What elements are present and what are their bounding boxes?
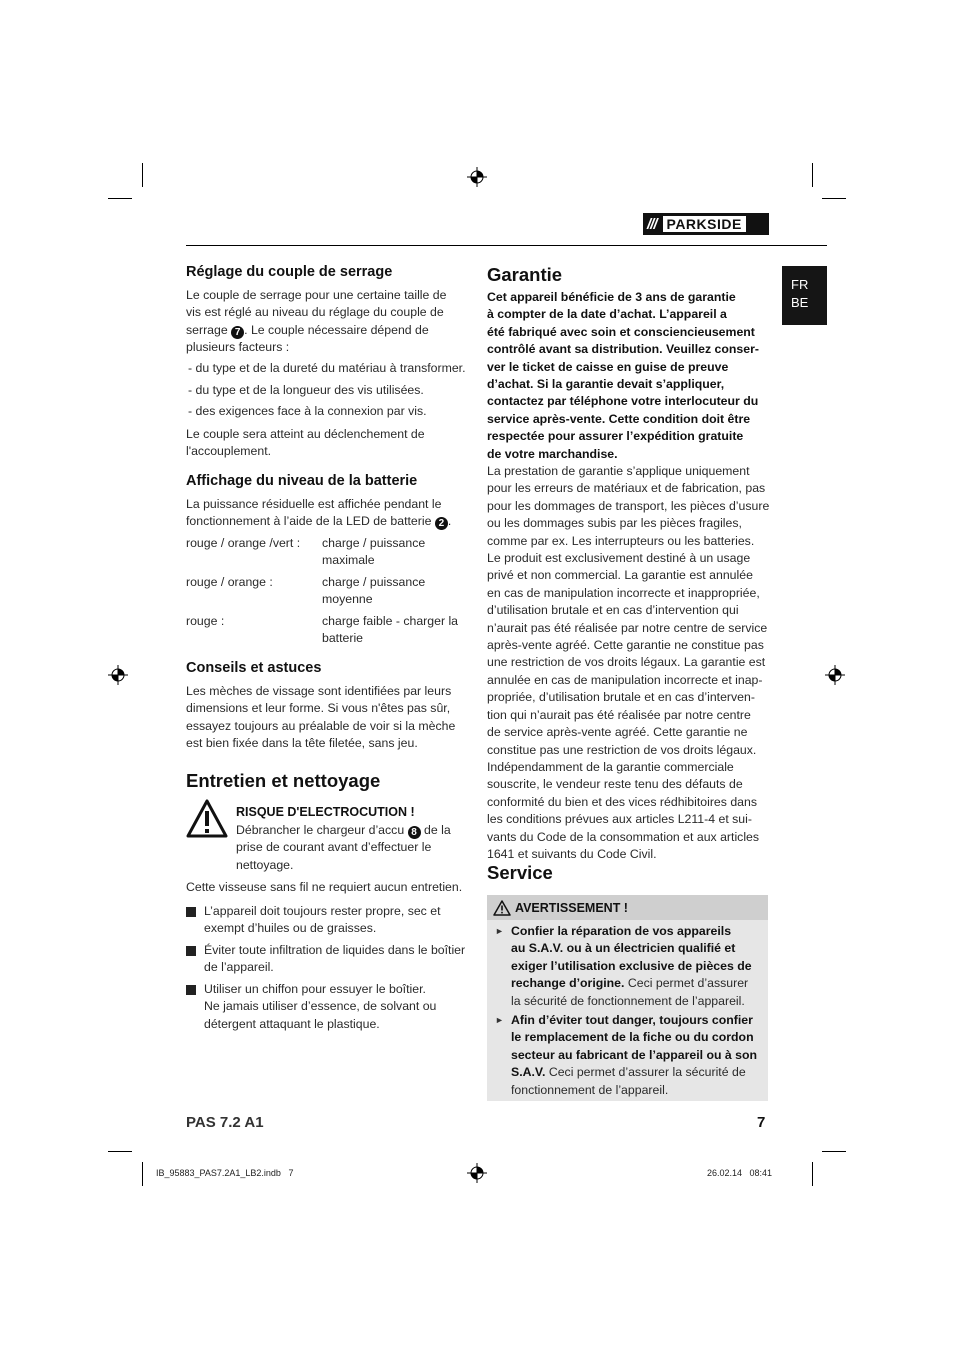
battery-state	[322, 574, 467, 609]
text-line: Éviter toute infiltration de liquides dans le boîtier	[204, 943, 466, 957]
text-line: Le produit est exclusivement destiné à un usage	[487, 551, 751, 566]
text-span: rechange d’origine.	[511, 976, 625, 991]
text-span: fonctionnement à l’aide de la LED de batterie	[186, 514, 432, 529]
text-line: vis est réglé au niveau du réglage du couple de	[186, 305, 444, 320]
bullet-square	[186, 946, 196, 956]
part-number-badge: 2	[435, 517, 448, 530]
text-line: Afin d’éviter tout danger, toujours confier	[511, 1013, 753, 1027]
warning-text	[236, 822, 471, 874]
model-number: PAS 7.2 A1	[186, 1114, 264, 1131]
text-line: privé et non commercial. La garantie est annulée	[487, 568, 753, 583]
text-line: nettoyage.	[236, 857, 294, 872]
text-line: Utiliser un chiffon pour essuyer le boîtier.	[204, 982, 426, 996]
text-line: comme par ex. Les interrupteurs ou les batteries.	[487, 533, 755, 548]
list-item: - du type et de la longueur des vis utilisées.	[188, 383, 424, 397]
crop-mark	[108, 198, 132, 199]
text-line: dimensions et leur forme. Si vous n'êtes pas sûr,	[186, 701, 451, 716]
language-tab	[782, 266, 827, 325]
service-item	[511, 1012, 763, 1099]
text-line: ver le ticket de caisse en guise de preuve	[487, 359, 729, 374]
text-span: S.A.V.	[511, 1065, 546, 1080]
registration-mark-icon	[467, 1163, 487, 1183]
text-line	[511, 975, 763, 992]
text-line: batterie	[322, 631, 364, 646]
warning-triangle-icon	[493, 900, 511, 916]
paragraph	[186, 683, 471, 753]
section-heading: Conseils et astuces	[186, 660, 322, 676]
text-line: Confier la réparation de vos appareils	[511, 924, 732, 938]
registration-mark-icon	[467, 167, 487, 187]
text-line: une restriction de vos droits légaux. La garantie est	[487, 655, 766, 670]
text-line: détergent attaquant le plastique.	[204, 1016, 380, 1031]
crop-mark	[822, 198, 846, 199]
page-number: 7	[757, 1114, 766, 1131]
text-line: souscrite, le vendeur reste tenu des défauts de	[487, 777, 743, 792]
text-line: est bien fixée dans la tête filetée, sans jeu.	[186, 736, 418, 751]
list-item: - du type et de la dureté du matériau à transformer.	[188, 361, 466, 375]
text-span: Ceci permet d’assurer la sécurité de	[545, 1065, 746, 1080]
battery-state	[322, 613, 467, 648]
text-span: .	[447, 514, 452, 529]
arrow-bullet-icon: ►	[495, 926, 504, 936]
text-line: plusieurs facteurs :	[186, 340, 290, 355]
text-span: de la	[424, 823, 451, 837]
text-line: charge / puissance	[322, 575, 426, 589]
text-line: en cas de manipulation incorrecte et inappropriée,	[487, 585, 760, 600]
text-line: Le couple sera atteint au déclenchement de	[186, 427, 425, 441]
crop-mark	[142, 1162, 143, 1186]
text-line: respectée pour assurer l’expédition gratuite	[487, 429, 744, 444]
warranty-text	[487, 463, 777, 863]
crop-mark	[822, 1151, 846, 1152]
file-slug: IB_95883_PAS7.2A1_LB2.indb 7	[156, 1168, 294, 1178]
text-line: charge / puissance	[322, 536, 426, 550]
text-line: propriée, d’utilisation brutale et en cas d’interven-	[487, 690, 755, 705]
text-line: L’appareil doit toujours rester propre, sec et	[204, 904, 441, 918]
list-item: - des exigences face à la connexion par vis.	[188, 404, 427, 418]
battery-state	[322, 535, 467, 570]
bullet-item	[204, 981, 470, 1033]
text-span: . Le couple nécessaire dépend de	[244, 322, 429, 337]
brand-slashes: ///	[647, 215, 657, 233]
part-number-badge: 7	[231, 326, 244, 339]
warning-label: AVERTISSEMENT !	[515, 901, 628, 915]
warning-triangle-icon	[185, 798, 229, 840]
registration-mark-icon	[108, 665, 128, 685]
battery-color: rouge / orange /vert :	[186, 536, 301, 550]
text-line: Cet appareil bénéficie de 3 ans de garantie	[487, 290, 736, 304]
language-code: BE	[791, 295, 809, 310]
text-line: La prestation de garantie s’applique uniquement	[487, 464, 750, 478]
text-line: exempt d’huiles ou de graisses.	[204, 921, 377, 936]
section-title: Entretien et nettoyage	[186, 770, 381, 791]
bullet-square	[186, 907, 196, 917]
header-rule	[186, 245, 827, 246]
paragraph	[186, 287, 466, 357]
crop-mark	[142, 163, 143, 187]
text-line: Les mèches de vissage sont identifiées par leurs	[186, 684, 452, 698]
text-span: serrage	[186, 322, 228, 337]
brand-name: PARKSIDE	[663, 216, 746, 232]
text-line: au S.A.V. ou à un électricien qualifié et	[511, 941, 736, 956]
battery-color: rouge :	[186, 614, 225, 628]
section-heading: Réglage du couple de serrage	[186, 264, 393, 280]
text-line: de l’appareil.	[204, 960, 274, 975]
text-line: été fabriqué avec soin et consciencieusement	[487, 324, 755, 339]
text-span: Ceci permet d’assurer	[624, 976, 749, 991]
text-line: moyenne	[322, 592, 373, 607]
text-line: contrôlé avant sa distribution. Veuillez conser-	[487, 342, 759, 357]
section-title: Service	[487, 862, 553, 883]
date-slug: 26.02.14 08:41	[707, 1168, 773, 1178]
crop-mark	[108, 1151, 132, 1152]
text-line: n’aurait pas été réalisée par notre centre de service	[487, 620, 768, 635]
text-line: la sécurité de fonctionnement de l’appareil.	[511, 993, 745, 1008]
text-line: maximale	[322, 553, 375, 568]
battery-color: rouge / orange :	[186, 575, 273, 589]
warning-title: RISQUE D'ELECTROCUTION !	[236, 805, 415, 819]
text-line	[186, 322, 466, 339]
text-line: prise de courant avant d’effectuer le	[236, 840, 432, 855]
service-item	[511, 923, 763, 1010]
language-code: FR	[791, 277, 809, 292]
text-line: conformité du bien et des vices rédhibitoires dans	[487, 794, 757, 809]
text-span: Débrancher le chargeur d’accu	[236, 823, 405, 837]
text-line: Le couple de serrage pour une certaine taille de	[186, 288, 447, 302]
text-line: service après-vente. Cette condition doit être	[487, 411, 751, 426]
text-line: de votre marchandise.	[487, 446, 618, 461]
arrow-bullet-icon: ►	[495, 1015, 504, 1025]
text-line: essayez toujours au préalable de voir si la mèche	[186, 718, 456, 733]
text-line: pour les erreurs de matériaux et de fabrication, pas	[487, 481, 766, 496]
text-line: d’achat. Si la garantie devait s’appliquer,	[487, 377, 725, 392]
text-line: pour les dommages de transport, les pièces d’usure	[487, 498, 770, 513]
bullet-item	[204, 903, 470, 938]
section-title: Garantie	[487, 264, 563, 285]
text-line: le remplacement de la fiche ou du cordon	[511, 1030, 754, 1045]
paragraph	[186, 426, 466, 461]
paragraph	[186, 496, 466, 531]
text-line: de service après-vente agréé. Cette garantie ne	[487, 725, 748, 740]
text-line: exiger l’utilisation exclusive de pièces de	[511, 958, 752, 973]
text-line: contactez par téléphone votre interlocuteur du	[487, 394, 759, 409]
text-line: La puissance résiduelle est affichée pendant le	[186, 497, 442, 511]
text-line: Ne jamais utiliser d’essence, de solvant ou	[204, 999, 437, 1014]
text-line: tion qui n’aurait pas été réalisée par notre centre	[487, 707, 751, 722]
text-line: 1641 et suivants du Code Civil.	[487, 846, 657, 861]
section-heading: Affichage du niveau de la batterie	[186, 473, 418, 489]
text-line	[186, 513, 466, 530]
text-line: à compter de la date d’achat. L’appareil a	[487, 307, 727, 322]
part-number-badge: 8	[408, 826, 421, 839]
text-line	[236, 822, 471, 839]
text-line: secteur au fabricant de l’appareil ou à son	[511, 1047, 758, 1062]
bullet-square	[186, 985, 196, 995]
text-line: charge faible - charger la	[322, 614, 459, 628]
bullet-item	[204, 942, 470, 977]
text-line: ou les dommages subis par les pièces fragiles,	[487, 516, 742, 531]
text-line: d’utilisation brutale et en cas d’intervention qui	[487, 603, 739, 618]
text-line: fonctionnement de l’appareil.	[511, 1082, 669, 1097]
crop-mark	[812, 163, 813, 187]
text-line: annulée en cas de manipulation incorrecte et inap-	[487, 672, 763, 687]
warranty-bold-text	[487, 289, 772, 463]
text-line: après-vente agréé. Cette garantie ne constitue pas	[487, 638, 764, 653]
text-line: constitue pas une restriction de vos droits légaux.	[487, 742, 757, 757]
brand-logo	[643, 213, 769, 235]
registration-mark-icon	[825, 665, 845, 685]
text-line	[511, 1064, 763, 1081]
text-line: les conditions prévues aux articles L211-4 et sui-	[487, 812, 752, 827]
paragraph: Cette visseuse sans fil ne requiert aucun entretien.	[186, 880, 463, 894]
text-line: l'accouplement.	[186, 444, 272, 459]
text-line: vants du Code de la consommation et aux articles	[487, 829, 760, 844]
crop-mark	[812, 1162, 813, 1186]
text-line: Indépendamment de la garantie commerciale	[487, 759, 734, 774]
